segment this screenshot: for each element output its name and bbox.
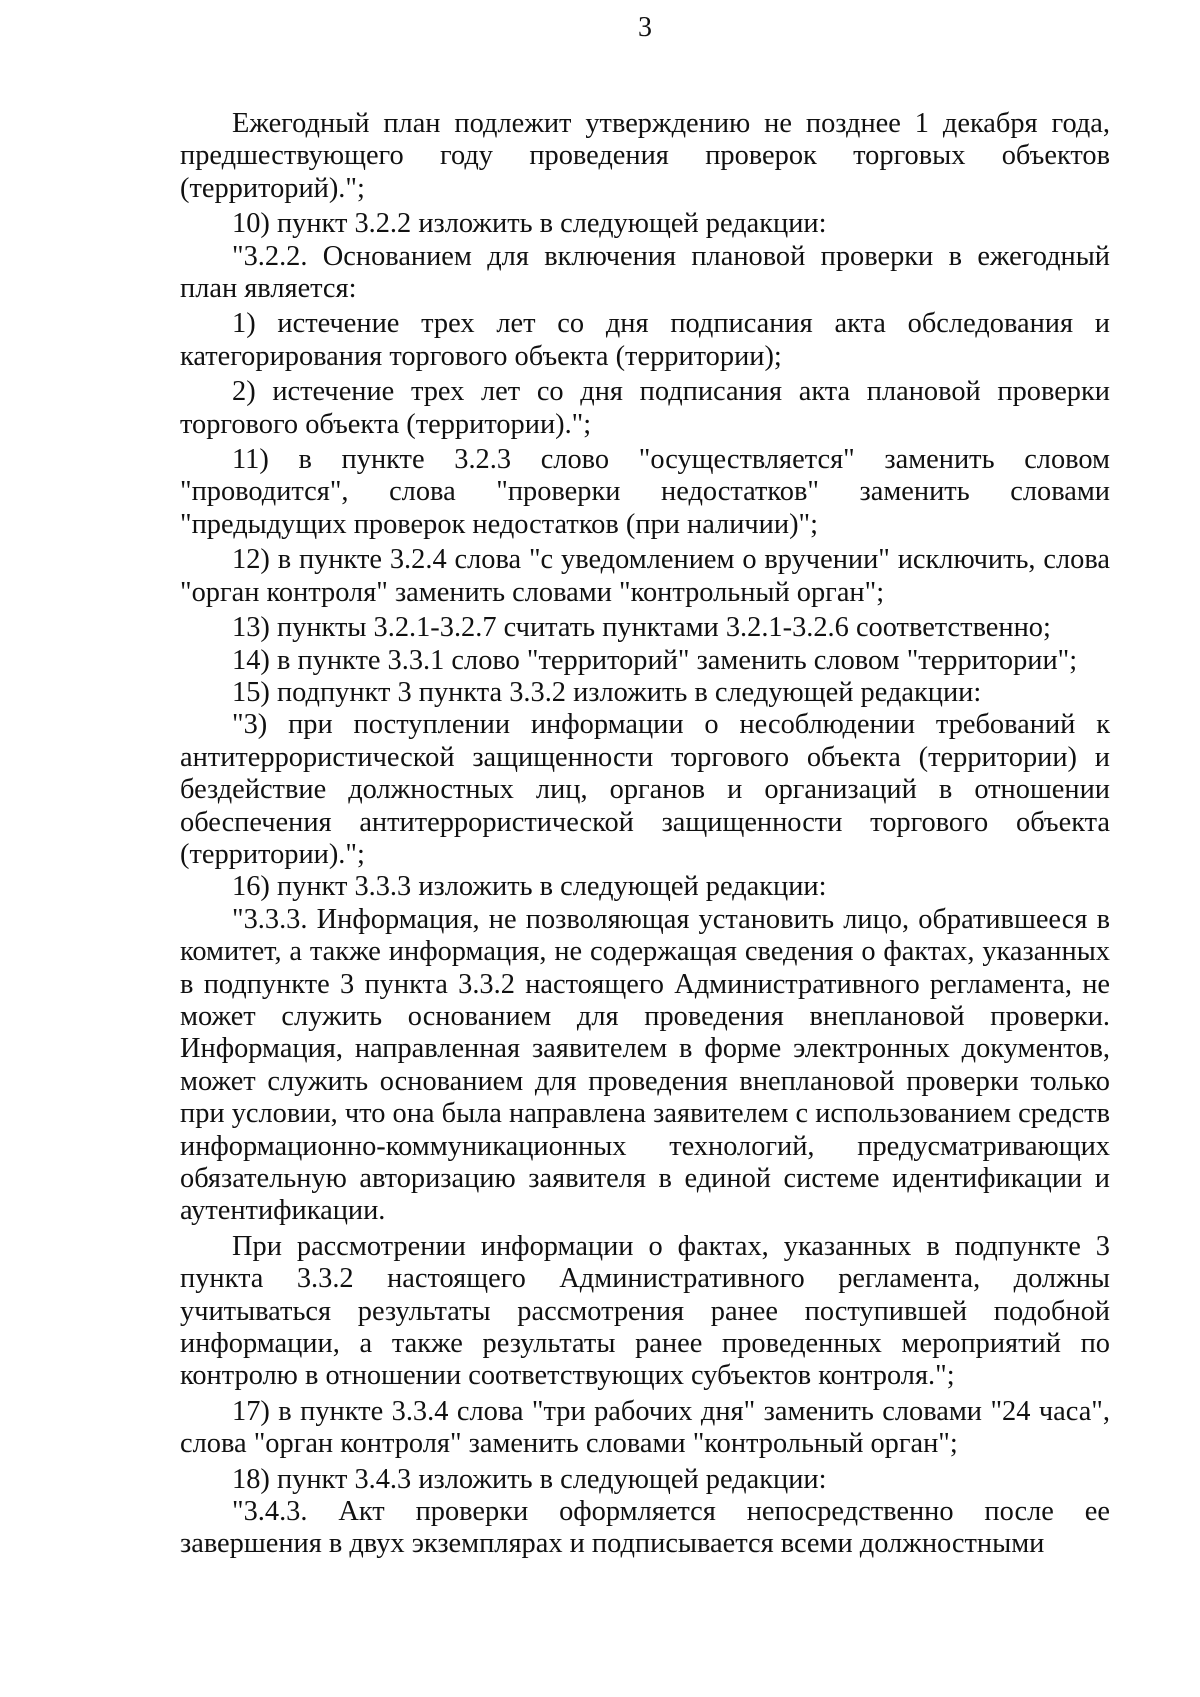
paragraph-annual-plan: Ежегодный план подлежит утверждению не позднее 1 декабря года, предшествующего году проведения проверок торговых объектов (территорий)."; (180, 108, 1110, 204)
paragraph-subitem-2: 2) истечение трех лет со дня подписания акта плановой проверки торгового объекта (территории)."; (180, 376, 1110, 440)
paragraph-item-15: 15) подпункт 3 пункта 3.3.2 изложить в следующей редакции: (232, 676, 982, 708)
paragraph-3-4-3: "3.4.3. Акт проверки оформляется непосредственно после ее завершения в двух экземплярах и подписывается всеми должностными (180, 1496, 1110, 1560)
paragraph-item-16: 16) пункт 3.3.3 изложить в следующей редакции: (232, 871, 827, 903)
paragraph-consideration: При рассмотрении информации о фактах, указанных в подпункте 3 пункта 3.3.2 настоящего Административного регламента, должны учитываться результаты рассмотрения ранее поступившей подобной информации, а также результаты ранее проведенных мероприятий по контролю в отношении соответствующих субъектов контроля."; (180, 1230, 1110, 1392)
paragraph-item-10: 10) пункт 3.2.2 изложить в следующей редакции: (232, 208, 827, 240)
paragraph-subitem-1: 1) истечение трех лет со дня подписания акта обследования и категорирования торгового объекта (территории); (180, 308, 1110, 372)
paragraph-subitem-3: "3) при поступлении информации о несоблюдении требований к антитеррористической защищенности торгового объекта (территории) и бездействие должностных лиц, органов и организаций в отношении обеспечения антитеррористической защищенности торгового объекта (территории)."; (180, 709, 1110, 870)
paragraph-3-2-2: "3.2.2. Основанием для включения плановой проверки в ежегодный план является: (180, 240, 1110, 305)
document-body (180, 108, 1110, 1561)
paragraph-item-11: 11) в пункте 3.2.3 слово "осуществляется" заменить словом "проводится", слова "проверки недостатков" заменить словами "предыдущих проверок недостатков (при наличии)"; (180, 444, 1110, 540)
paragraph-item-13: 13) пункты 3.2.1-3.2.7 считать пунктами 3.2.1-3.2.6 соответственно; (232, 612, 1051, 644)
paragraph-item-12: 12) в пункте 3.2.4 слова "с уведомлением о вручении" исключить, слова "орган контроля" заменить словами "контрольный орган"; (180, 544, 1110, 608)
paragraph-item-14: 14) в пункте 3.3.1 слово "территорий" заменить словом "территории"; (232, 644, 1078, 676)
paragraph-item-17: 17) в пункте 3.3.4 слова "три рабочих дня" заменить словами "24 часа", слова "орган контроля" заменить словами "контрольный орган"; (180, 1395, 1110, 1460)
page-number: 3 (638, 12, 652, 43)
paragraph-item-18: 18) пункт 3.4.3 изложить в следующей редакции: (232, 1463, 827, 1495)
paragraph-3-3-3: "3.3.3. Информация, не позволяющая установить лицо, обратившееся в комитет, а также информация, не содержащая сведения о фактах, указанных в подпункте 3 пункта 3.3.2 настоящего Административного регламента, не может служить основанием для проведения внеплановой проверки. Информация, направленная заявителем в форме электронных документов, может служить основанием для проведения внеплановой проверки только при условии, что она была направлена заявителем с использованием средств информационно-коммуникационных технологий, предусматривающих обязательную авторизацию заявителя в единой системе идентификации и аутентификации. (180, 903, 1110, 1227)
